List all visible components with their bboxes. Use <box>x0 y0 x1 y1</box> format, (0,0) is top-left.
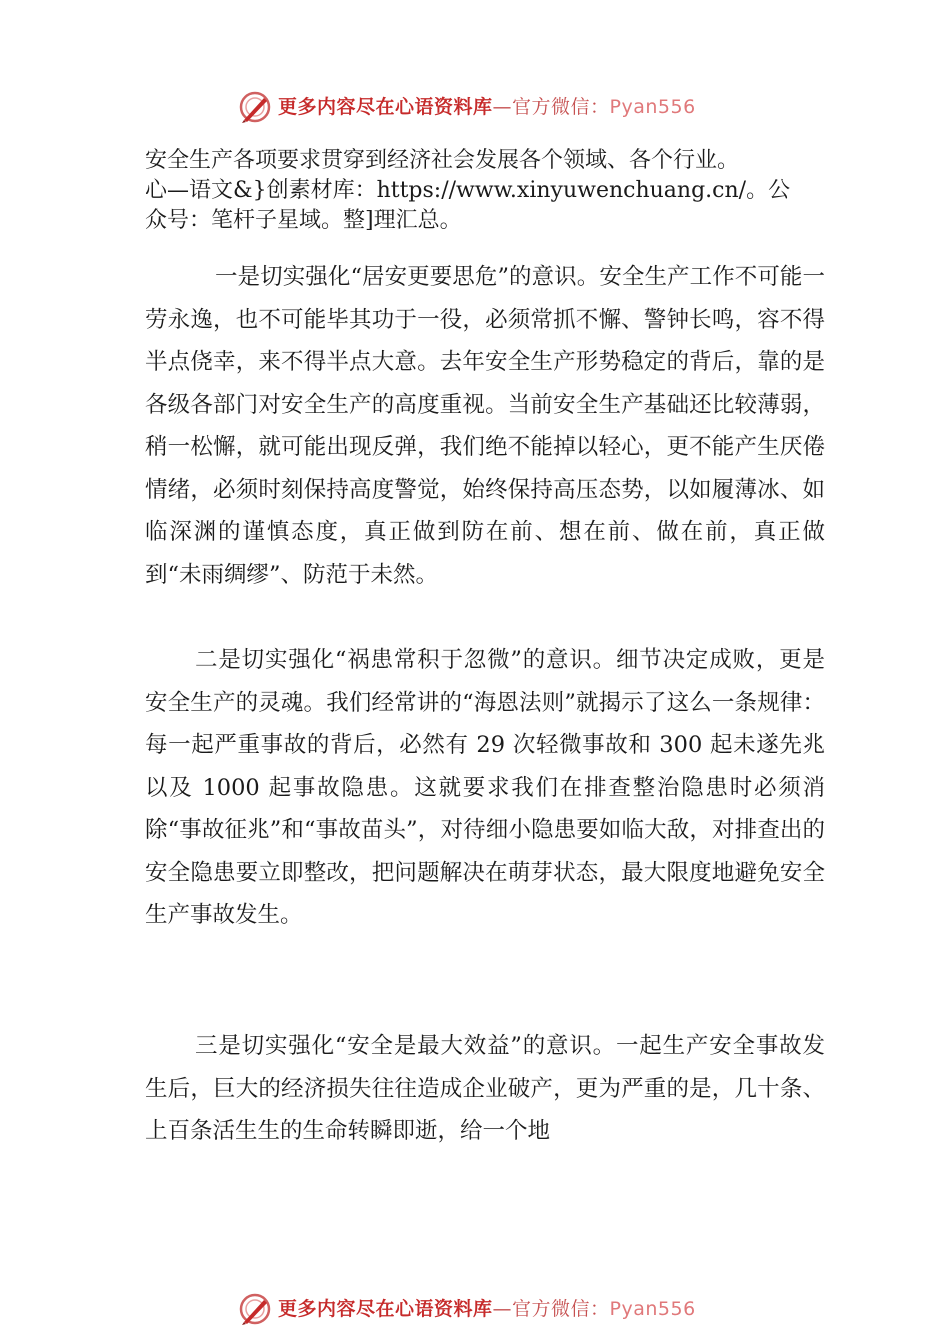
intro-line: 安全生产各项要求贯穿到经济社会发展各个领域、各个行业。 <box>145 148 740 173</box>
paragraph-3: 三是切实强化“安全是最大效益”的意识。一起生产安全事故发生后，巨大的经济损失往往造成企业破产，更为严重的是，几十条、上百条活生生的生命转瞬即逝，给一个地 <box>145 1033 825 1144</box>
header-banner <box>0 88 950 128</box>
pen-logo-icon <box>238 1292 272 1326</box>
banner-wechat-id: Pyan556 <box>609 96 696 118</box>
footer-banner <box>0 1290 950 1330</box>
banner-dash: — <box>492 1298 513 1320</box>
banner-wechat-label: 官方微信： <box>512 1298 610 1320</box>
paragraph-1: 一是切实强化“居安更要思危”的意识。安全生产工作不可能一劳永逸，也不可能毕其功于一役，必须常抓不懈、警钟长鸣，容不得半点侥幸，来不得半点大意。去年安全生产形势稳定的背后，靠的是各级各部门对安全生产的高度重视。当前安全生产基础还比较薄弱，稍一松懈，就可能出现反弹，我们绝不能掉以轻心，更不能产生厌倦情绪，必须时刻保持高度警觉，始终保持高压态势，以如履薄冰、如临深渊的谨慎态度，真正做到防在前、想在前、做在前，真正做到“未雨绸缪”、防范于未然。 <box>145 264 825 588</box>
pen-logo-icon <box>238 90 272 124</box>
intro-block <box>145 146 835 236</box>
intro-line: 心—语文&}创素材库：https://www.xinyuwenchuang.cn/。公 <box>145 178 791 203</box>
banner-wechat-id: Pyan556 <box>609 1298 696 1320</box>
banner-dash: — <box>492 96 513 118</box>
banner-brand: 更多内容尽在心语资料库 <box>278 1298 493 1320</box>
banner-brand: 更多内容尽在心语资料库 <box>278 96 493 118</box>
banner-wechat-label: 官方微信： <box>512 96 610 118</box>
intro-line: 众号：笔杆子星域。整]理汇总。 <box>145 208 462 233</box>
paragraph-2: 二是切实强化“祸患常积于忽微”的意识。细节决定成败，更是安全生产的灵魂。我们经常讲的“海恩法则”就揭示了这么一条规律：每一起严重事故的背后，必然有 29 次轻微事故和 300 起未遂先兆以及 1000 起事故隐患。这就要求我们在排查整治隐患时必须消除“事故征兆”和“事故苗头”，对待细小隐患要如临大敌，对排查出的安全隐患要立即整改，把问题解决在萌芽状态，最大限度地避免安全生产事故发生。 <box>145 647 825 928</box>
